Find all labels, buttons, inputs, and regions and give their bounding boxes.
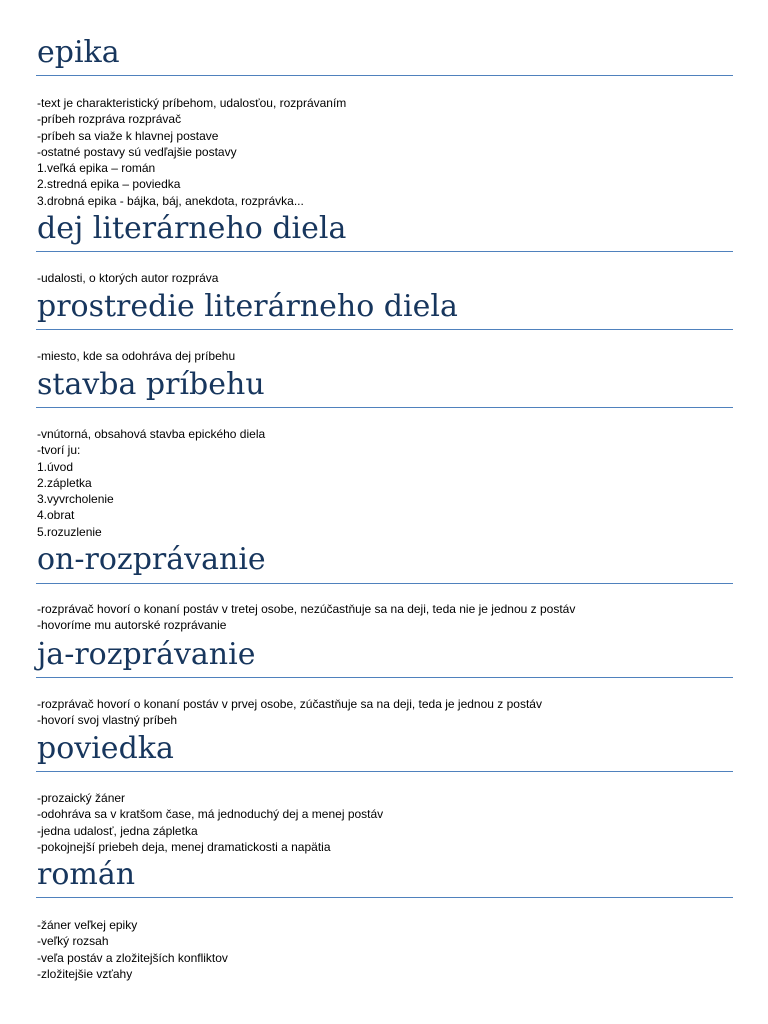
text-line: -jedna udalosť, jedna zápletka xyxy=(37,823,198,838)
text-line: -príbeh sa viaže k hlavnej postave xyxy=(37,128,219,143)
section-body-poviedka xyxy=(37,790,383,855)
heading-underline xyxy=(36,329,733,330)
text-line: 2.zápletka xyxy=(37,475,92,490)
text-line: 2.stredná epika – poviedka xyxy=(37,177,181,192)
text-line: 5.rozuzlenie xyxy=(37,524,102,539)
section-heading-stavba: stavba príbehu xyxy=(37,367,265,402)
section-heading-prostredie: prostredie literárneho diela xyxy=(37,289,458,324)
text-line: -rozprávač hovorí o konaní postáv v prvej osobe, zúčastňuje sa na deji, teda je jednou z postáv xyxy=(37,697,542,711)
text-line: -hovorí svoj vlastný príbeh xyxy=(37,713,178,728)
text-line: -text je charakteristický príbehom, udalosťou, rozprávaním xyxy=(37,96,347,110)
section-heading-poviedka: poviedka xyxy=(37,731,174,766)
section-heading-dej: dej literárneho diela xyxy=(37,211,347,246)
text-line: -udalosti, o ktorých autor rozpráva xyxy=(37,271,219,285)
text-line: -zložitejšie vzťahy xyxy=(37,966,133,981)
text-line: -hovoríme mu autorské rozprávanie xyxy=(37,618,227,633)
text-line: -pokojnejší priebeh deja, menej dramatickosti a napätia xyxy=(37,839,331,854)
text-line: -miesto, kde sa odohráva dej príbehu xyxy=(37,349,236,363)
text-line: -veľký rozsah xyxy=(37,934,109,949)
section-heading-on-rozpravanie: on-rozprávanie xyxy=(37,542,266,577)
text-line: -prozaický žáner xyxy=(37,791,126,805)
section-heading-ja-rozpravanie: ja-rozprávanie xyxy=(37,637,256,672)
text-line: 1.úvod xyxy=(37,459,74,474)
text-line: 3.vyvrcholenie xyxy=(37,492,114,507)
heading-underline xyxy=(36,677,733,678)
heading-underline xyxy=(36,407,733,408)
section-body-roman xyxy=(37,917,228,982)
text-line: -žáner veľkej epiky xyxy=(37,918,138,932)
heading-underline xyxy=(36,897,733,898)
text-line: 1.veľká epika – román xyxy=(37,161,156,176)
section-heading-roman: román xyxy=(37,857,136,892)
section-body-dej xyxy=(37,270,218,286)
text-line: -odohráva sa v kratšom čase, má jednoduchý dej a menej postáv xyxy=(37,807,384,822)
text-line: 3.drobná epika - bájka, báj, anekdota, rozprávka... xyxy=(37,193,304,208)
text-line: -tvorí ju: xyxy=(37,443,81,458)
section-body-stavba xyxy=(37,426,265,540)
text-line: 4.obrat xyxy=(37,508,75,523)
section-body-prostredie xyxy=(37,348,235,364)
text-line: -príbeh rozpráva rozprávač xyxy=(37,112,182,127)
text-line: -rozprávač hovorí o konaní postáv v tretej osobe, nezúčastňuje sa na deji, teda nie je jednou z postáv xyxy=(37,602,576,616)
section-body-ja-rozpravanie xyxy=(37,696,542,729)
heading-underline xyxy=(36,771,733,772)
text-line: -ostatné postavy sú vedľajšie postavy xyxy=(37,144,237,159)
text-line: -veľa postáv a zložitejších konfliktov xyxy=(37,950,228,965)
section-body-epika xyxy=(37,95,346,209)
text-line: -vnútorná, obsahová stavba epického diela xyxy=(37,427,266,441)
heading-underline xyxy=(36,75,733,76)
heading-underline xyxy=(36,251,733,252)
section-heading-epika: epika xyxy=(37,35,120,70)
heading-underline xyxy=(36,583,733,584)
section-body-on-rozpravanie xyxy=(37,601,575,634)
